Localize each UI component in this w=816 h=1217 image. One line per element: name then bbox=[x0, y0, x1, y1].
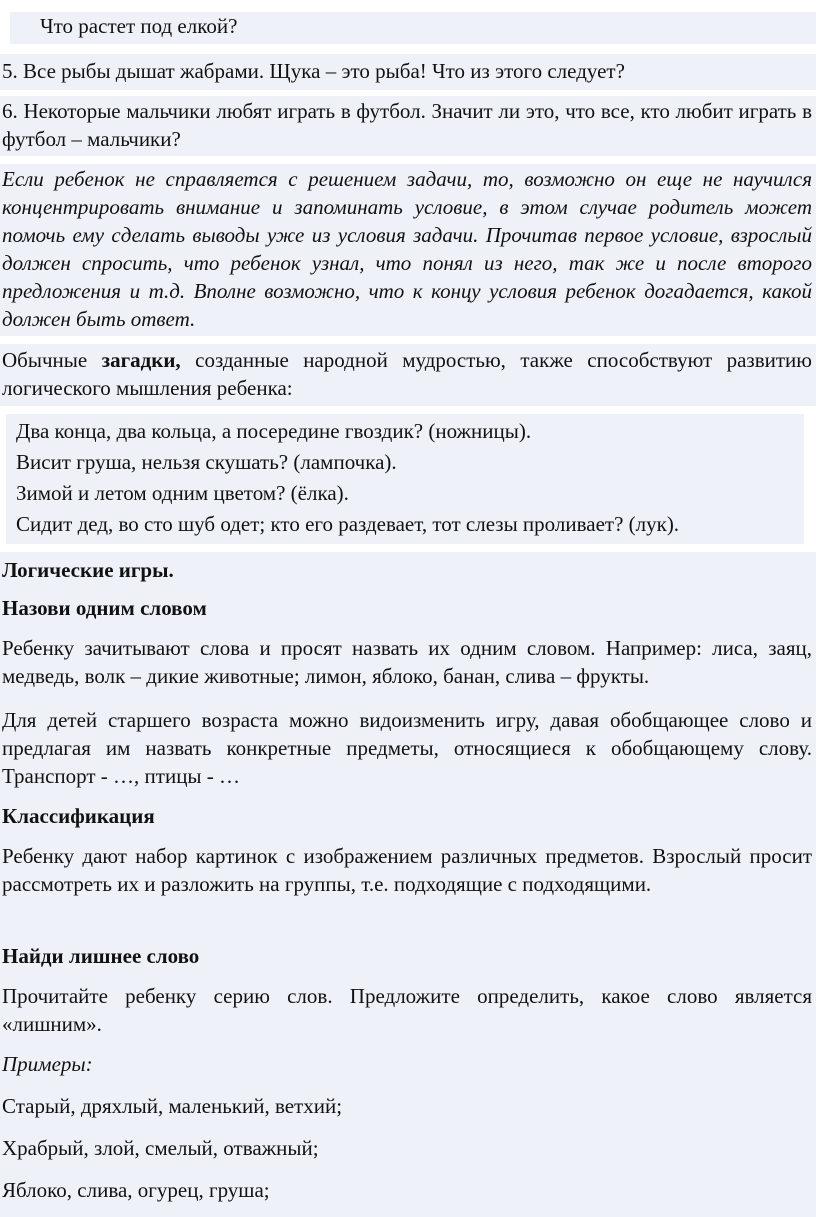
game-1-paragraph-2: Для детей старшего возраста можно видоизменить игру, давая обобщающее слово и предлагая им назвать конкретные предметы, относящиеся к обобщающему слову. Транспорт - …, птицы - … bbox=[2, 708, 812, 788]
example-item: Храбрый, злой, смелый, отважный; bbox=[2, 1136, 319, 1160]
advice-block bbox=[0, 164, 816, 336]
riddles-intro-block bbox=[0, 344, 816, 406]
game-2-title: Классификация bbox=[2, 804, 155, 828]
logic-games-section bbox=[0, 552, 816, 1217]
riddle-tail: Что растет под елкой? bbox=[40, 14, 238, 38]
riddles-list bbox=[6, 414, 804, 544]
game-3-title: Найди лишнее слово bbox=[2, 944, 200, 968]
examples-label: Примеры: bbox=[2, 1052, 93, 1076]
logic-games-heading: Логические игры. bbox=[2, 558, 174, 582]
question-6-block bbox=[0, 96, 816, 156]
example-item: Старый, дряхлый, маленький, ветхий; bbox=[2, 1094, 343, 1118]
advice-paragraph: Если ребенок не справляется с решением задачи, то, возможно он еще не научился концентрировать внимание и запоминать условие, в этом случае родитель может помочь ему сделать выводы уже из условия задачи. Прочитав первое условие, взрослый должен спросить, что ребенок узнал, что понял из него, так же и после второго предложения и т.д. Вполне возможно, что к концу условия ребенок догадается, какой должен быть ответ. bbox=[2, 167, 812, 331]
question-6: 6. Некоторые мальчики любят играть в футбол. Значит ли это, что все, кто любит играть в футбол – мальчики? bbox=[2, 99, 812, 151]
game-2-paragraph-1: Ребенку дают набор картинок с изображением различных предметов. Взрослый просит рассмотреть их и разложить на группы, т.е. подходящие с подходящими. bbox=[2, 844, 812, 896]
riddles-intro-bold: загадки, bbox=[101, 348, 181, 372]
riddles-intro-before: Обычные bbox=[2, 348, 102, 372]
game-1-paragraph-1: Ребенку зачитывают слова и просят назвать их одним словом. Например: лиса, заяц, медведь, волк – дикие животные; лимон, яблоко, банан, слива – фрукты. bbox=[2, 636, 812, 688]
riddle-item: Висит груша, нельзя скушать? (лампочка). bbox=[16, 450, 397, 474]
riddle-item: Зимой и летом одним цветом? (ёлка). bbox=[16, 481, 349, 505]
question-5: 5. Все рыбы дышат жабрами. Щука – это рыба! Что из этого следует? bbox=[2, 59, 625, 83]
game-3-paragraph-1: Прочитайте ребенку серию слов. Предложите определить, какое слово является «лишним». bbox=[2, 984, 812, 1036]
riddles-intro-after: созданные народной мудростью, также способствуют развитию логического мышления ребенка: bbox=[2, 348, 812, 400]
riddles-intro bbox=[2, 344, 812, 402]
riddle-tail-block bbox=[10, 12, 816, 44]
game-1-title: Назови одним словом bbox=[2, 596, 207, 620]
riddle-item: Сидит дед, во сто шуб одет; кто его раздевает, тот слезы проливает? (лук). bbox=[16, 512, 680, 536]
example-item: Яблоко, слива, огурец, груша; bbox=[2, 1178, 270, 1202]
question-5-block bbox=[0, 54, 816, 90]
riddle-item: Два конца, два кольца, а посередине гвоздик? (ножницы). bbox=[16, 419, 532, 443]
